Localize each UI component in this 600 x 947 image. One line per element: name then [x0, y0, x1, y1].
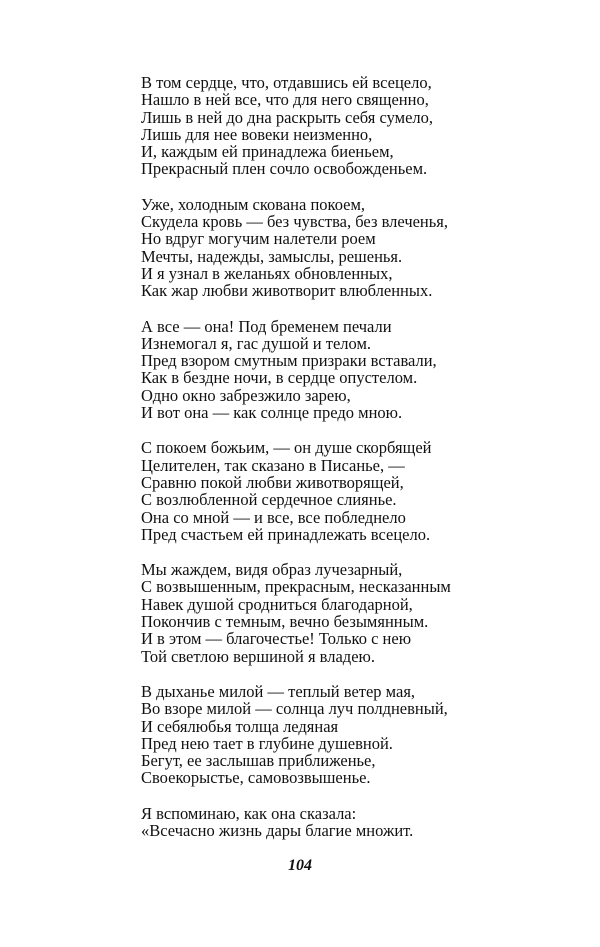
stanza	[141, 683, 571, 787]
poem-line: В том сердце, что, отдавшись ей всецело,	[141, 73, 432, 92]
poem-line: Я вспоминаю, как она сказала:	[141, 803, 357, 823]
poem-line: Пред счастьем ей принадлежать всецело.	[141, 524, 431, 544]
poem-line: Как жар любви животворит влюбленных.	[141, 281, 433, 301]
poem-line: Навек душой сродниться благодарной,	[141, 594, 413, 614]
poem-text	[141, 74, 571, 857]
poem-line: И вот она — как солнце предо мною.	[141, 403, 403, 423]
poem-line: Прекрасный плен сочло освобожденьем.	[141, 159, 428, 179]
poem-line: С возвышенным, прекрасным, несказанным	[141, 577, 451, 597]
poem-line: С возлюбленной сердечное слиянье.	[141, 490, 397, 510]
poem-line: Уже, холодным скована покоем,	[141, 194, 366, 214]
poem-line: И я узнал в желаньях обновленных,	[141, 263, 393, 283]
stanza	[141, 561, 571, 665]
page-number: 104	[288, 857, 312, 874]
poem-line: Как в бездне ночи, в сердце опустелом.	[141, 368, 418, 388]
poem-line: Одно окно забрезжило зарею,	[141, 385, 351, 405]
poem-line: Изнемогал я, гас душой и телом.	[141, 333, 372, 353]
poem-line: И в этом — благочестье! Только с нею	[141, 629, 412, 649]
poem-line: Скудела кровь — без чувства, без влеченья,	[141, 212, 449, 232]
poem-line: Целителен, так сказано в Писанье, —	[141, 455, 405, 475]
stanza	[141, 805, 571, 840]
poem-line: Той светлою вершиной я владею.	[141, 646, 375, 666]
poem-line: Мечты, надежды, замыслы, решенья.	[141, 246, 403, 266]
stanza	[141, 439, 571, 543]
stanza	[141, 318, 571, 422]
poem-line: Но вдруг могучим налетели роем	[141, 229, 376, 249]
stanza	[141, 74, 571, 178]
poem-line: И себялюбья толща ледяная	[141, 716, 339, 736]
poem-line: Своекорыстье, самовозвышенье.	[141, 768, 371, 788]
poem-line: Во взоре милой — солнца луч полдневный,	[141, 699, 448, 719]
poem-line: Мы жаждем, видя образ лучезарный,	[141, 560, 403, 580]
poem-line: С покоем божьим, — он душе скорбящей	[141, 438, 432, 458]
poem-line: Покончив с темным, вечно безымянным.	[141, 612, 429, 632]
stanza	[141, 196, 571, 300]
poem-line: А все — она! Под бременем печали	[141, 316, 392, 336]
poem-line: Пред взором смутным призраки вставали,	[141, 351, 437, 371]
poem-line: Лишь в ней до дна раскрыть себя сумело,	[141, 107, 434, 127]
poem-line: И, каждым ей принадлежа биеньем,	[141, 142, 394, 162]
poem-line: Нашло в ней все, что для него священно,	[141, 90, 429, 110]
poem-line: Она со мной — и все, все побледнело	[141, 507, 406, 527]
poem-line: Пред нею тает в глубине душевной.	[141, 733, 393, 753]
poem-line: «Всечасно жизнь дары благие множит.	[141, 820, 414, 840]
poem-line: Бегут, ее заслышав приближенье,	[141, 751, 376, 771]
poem-line: В дыханье милой — теплый ветер мая,	[141, 681, 416, 701]
poem-line: Сравню покой любви животворящей,	[141, 472, 404, 492]
poem-line: Лишь для нее вовеки неизменно,	[141, 124, 373, 144]
